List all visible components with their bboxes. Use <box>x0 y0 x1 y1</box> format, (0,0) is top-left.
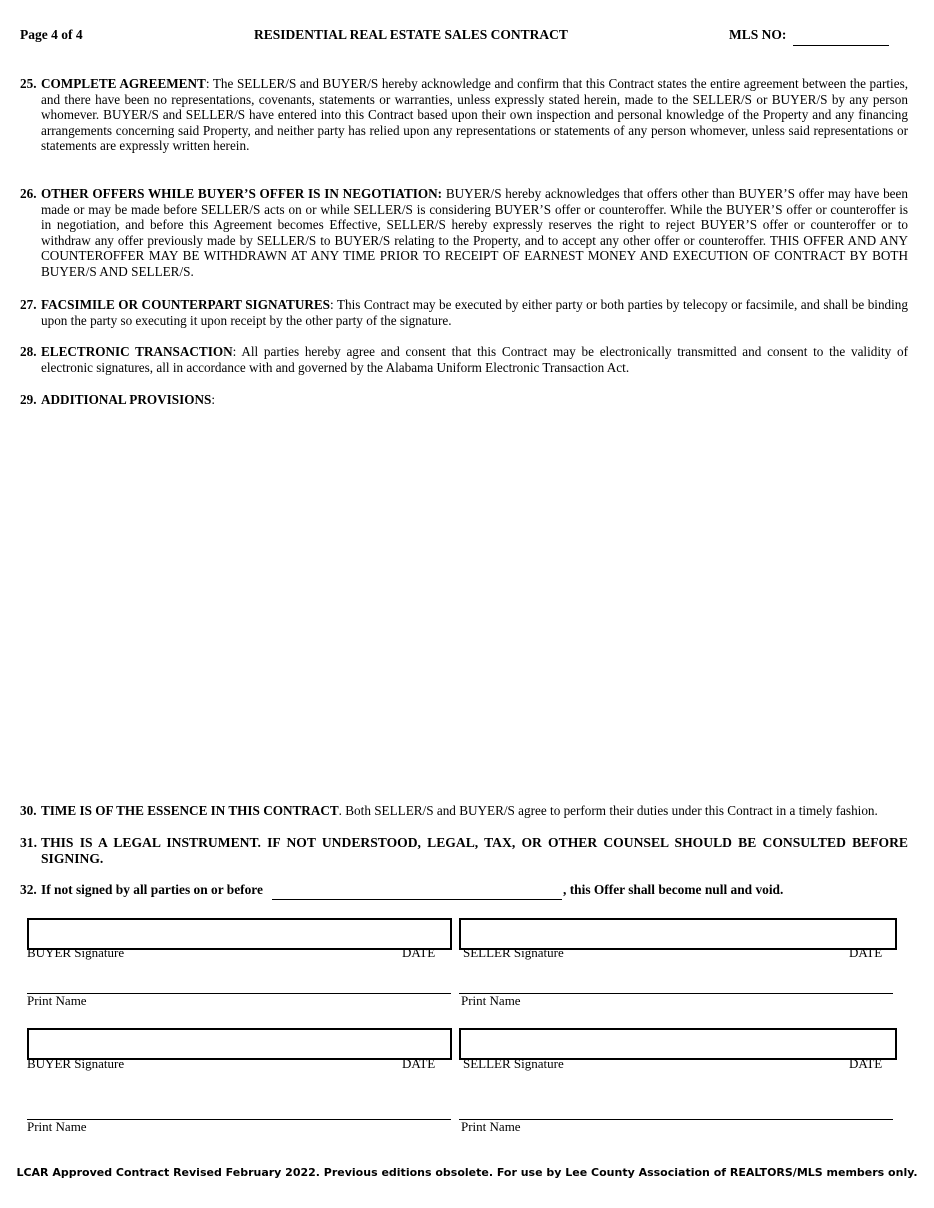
section-29 <box>20 392 908 408</box>
page-number: Page 4 of 4 <box>20 27 83 42</box>
additional-provisions-field[interactable] <box>40 414 908 790</box>
section-title: ELECTRONIC TRANSACTION <box>41 344 233 359</box>
footer-note: LCAR Approved Contract Revised February 2022. Previous editions obsolete. For use by Lee County Association of REALTORS/MLS members only. <box>16 1166 918 1179</box>
section-32-number: 32. <box>20 882 37 897</box>
section-31 <box>20 835 908 866</box>
section-title: TIME IS OF THE ESSENCE IN THIS CONTRACT <box>41 803 339 818</box>
document-title: RESIDENTIAL REAL ESTATE SALES CONTRACT <box>254 27 568 42</box>
buyer-print-name-field-2[interactable] <box>27 1119 451 1120</box>
seller-print-name-label: Print Name <box>461 993 521 1008</box>
section-text: : <box>211 392 216 407</box>
buyer-date-label: DATE <box>402 945 436 960</box>
buyer-signature-label: BUYER Signature <box>27 1056 125 1071</box>
section-26 <box>20 186 908 280</box>
seller-print-name-field-1[interactable] <box>459 993 893 994</box>
seller-date-label: DATE <box>849 945 883 960</box>
section-number: 25. <box>20 76 37 91</box>
section-27 <box>20 297 908 328</box>
section-number: 27. <box>20 297 37 312</box>
seller-signature-label: SELLER Signature <box>463 945 564 960</box>
null-void-date-field[interactable] <box>272 883 562 900</box>
buyer-date-label: DATE <box>402 1056 436 1071</box>
section-number: 26. <box>20 186 37 201</box>
section-text: BUYER/S hereby acknowledges that offers other than BUYER’S offer may have been made or may be made before SELLER/S acts on or while SELLER/S is considering BUYER’S offer or counteroffer. While the BUYER’S offer or counteroffer is in negotiation, and before this Agreement becomes Effective, SELLER/S hereby expressly reserves the right to reject BUYER’S offer or counteroffer or to withdraw any offer previously made by SELLER/S to BUYER/S relating to the Property, and to accept any other offer or counteroffer. THIS OFFER AND ANY COUNTEROFFER MAY BE WITHDRAWN AT ANY TIME PRIOR TO RECEIPT OF EARNEST MONEY AND EXECUTION OF CONTRACT BY BOTH BUYER/S AND SELLER/S. <box>41 186 908 279</box>
buyer-print-name-label: Print Name <box>27 1119 87 1134</box>
section-text: : This Contract may be executed by either party or both parties by telecopy or facsimile, and shall be binding upon the party so executing it upon receipt by the other party of the signature. <box>41 297 908 328</box>
seller-print-name-field-2[interactable] <box>459 1119 893 1120</box>
section-title: FACSIMILE OR COUNTERPART SIGNATURES <box>41 297 330 312</box>
section-28 <box>20 344 908 375</box>
section-title: OTHER OFFERS WHILE BUYER’S OFFER IS IN NEGOTIATION: <box>41 186 443 201</box>
section-number: 29. <box>20 392 37 407</box>
section-text: . Both SELLER/S and BUYER/S agree to perform their duties under this Contract in a timely fashion. <box>338 803 878 818</box>
mls-label: MLS NO: <box>729 27 787 42</box>
section-number: 30. <box>20 803 37 818</box>
mls-number-field[interactable] <box>793 28 889 46</box>
seller-date-label: DATE <box>849 1056 883 1071</box>
section-32-prefix: If not signed by all parties on or before <box>41 882 263 897</box>
section-number: 28. <box>20 344 37 359</box>
seller-print-name-label: Print Name <box>461 1119 521 1134</box>
buyer-signature-label: BUYER Signature <box>27 945 125 960</box>
section-25 <box>20 76 908 154</box>
seller-signature-label: SELLER Signature <box>463 1056 564 1071</box>
section-title: THIS IS A LEGAL INSTRUMENT. IF NOT UNDERSTOOD, LEGAL, TAX, OR OTHER COUNSEL SHOULD BE CONSULTED BEFORE SIGNING. <box>41 835 908 866</box>
section-title: COMPLETE AGREEMENT <box>41 76 206 91</box>
section-32-suffix: , this Offer shall become null and void. <box>563 882 784 897</box>
buyer-print-name-field-1[interactable] <box>27 993 451 994</box>
buyer-print-name-label: Print Name <box>27 993 87 1008</box>
section-title: ADDITIONAL PROVISIONS <box>41 392 212 407</box>
section-number: 31. <box>20 835 37 850</box>
section-30 <box>20 803 908 819</box>
section-text: : The SELLER/S and BUYER/S hereby acknowledge and confirm that this Contract states the entire agreement between the parties, and there have been no representations, covenants, statements or warranties, unless expressly stated herein, made to the SELLER/S or BUYER/S by any person whomever. BUYER/S and SELLER/S have entered into this Contract based upon their own inspection and personal knowledge of the Property and any financing arrangements concerning said Property, and neither party has relied upon any representations or statements of any person whomever, unless said representations or statements are expressly written herein. <box>41 76 908 154</box>
section-text: : All parties hereby agree and consent that this Contract may be electronically transmitted and consent to the validity of electronic signatures, all in accordance with and governed by the Alabama Uniform Electronic Transaction Act. <box>41 344 908 375</box>
